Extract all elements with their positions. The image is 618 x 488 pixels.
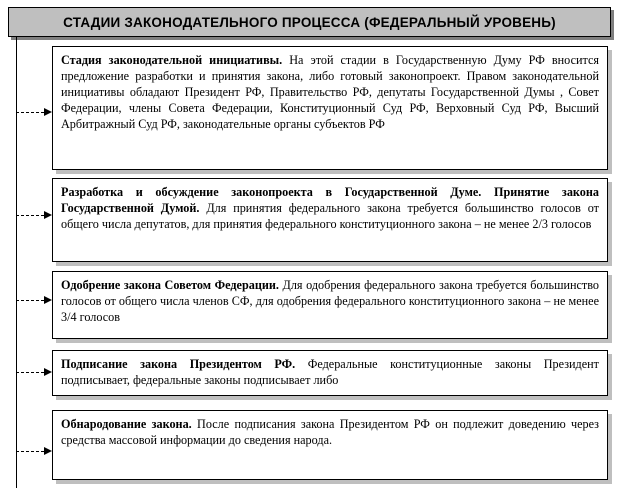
stage-2-arrowhead [44, 211, 52, 219]
stage-3-arrowhead [44, 296, 52, 304]
stage-4-heading: Подписание закона Президентом РФ. [61, 357, 296, 371]
stage-4-arrowhead [44, 368, 52, 376]
stage-5-arrowhead [44, 447, 52, 455]
stage-2-connector [16, 215, 44, 216]
stage-1-heading: Стадия законодательной инициативы. [61, 53, 283, 67]
diagram-title [8, 7, 611, 37]
stage-4-connector [16, 372, 44, 373]
stage-duma-adoption [52, 178, 608, 262]
stage-2-heading: Разработка и обсуждение законопроекта в Государственной Думе. Принятие закона Государственной Думой. [61, 185, 599, 215]
stage-2-text: Для принятия федерального закона требуется большинство голосов от общего числа депутатов, для принятия федерального конституционного закона – не менее 2/3 голосов [61, 201, 599, 231]
stage-1-connector [16, 112, 44, 113]
connector-spine [16, 37, 17, 488]
stage-promulgation [52, 410, 608, 480]
diagram-title-text: СТАДИИ ЗАКОНОДАТЕЛЬНОГО ПРОЦЕССА (ФЕДЕРАЛЬНЫЙ УРОВЕНЬ) [63, 14, 556, 30]
stage-1-text: На этой стадии в Государственную Думу РФ вносится предложение разработки и принятия закона, либо готовый законопроект. Правом законодательной инициативы обладают Президент РФ, Правительство РФ, депутаты Государственной Думы , Совет Федерации, члены Совета Федерации, Конституционный Суд РФ, Верховный Суд РФ, Высший Арбитражный Суд РФ, законодательные органы субъектов РФ [61, 53, 599, 131]
stage-5-connector [16, 451, 44, 452]
stage-5-text: После подписания закона Президентом РФ он подлежит доведению через средства массовой информации до сведения народа. [61, 417, 599, 447]
stage-presidential-signing [52, 350, 608, 396]
stage-3-connector [16, 300, 44, 301]
stage-4-text: Федеральные конституционные законы Президент подписывает, федеральные законы подписывает либо [61, 357, 600, 387]
stage-3-heading: Одобрение закона Советом Федерации. [61, 278, 279, 292]
stage-5-heading: Обнародование закона. [61, 417, 192, 431]
stage-3-text: Для одобрения федерального закона требуется большинство голосов от общего числа членов СФ, для одобрения федерального конституционного закона – не менее 3/4 голосов [61, 278, 599, 324]
stage-1-arrowhead [44, 108, 52, 116]
stage-federation-council-approval [52, 271, 608, 339]
stage-legislative-initiative [52, 46, 608, 170]
